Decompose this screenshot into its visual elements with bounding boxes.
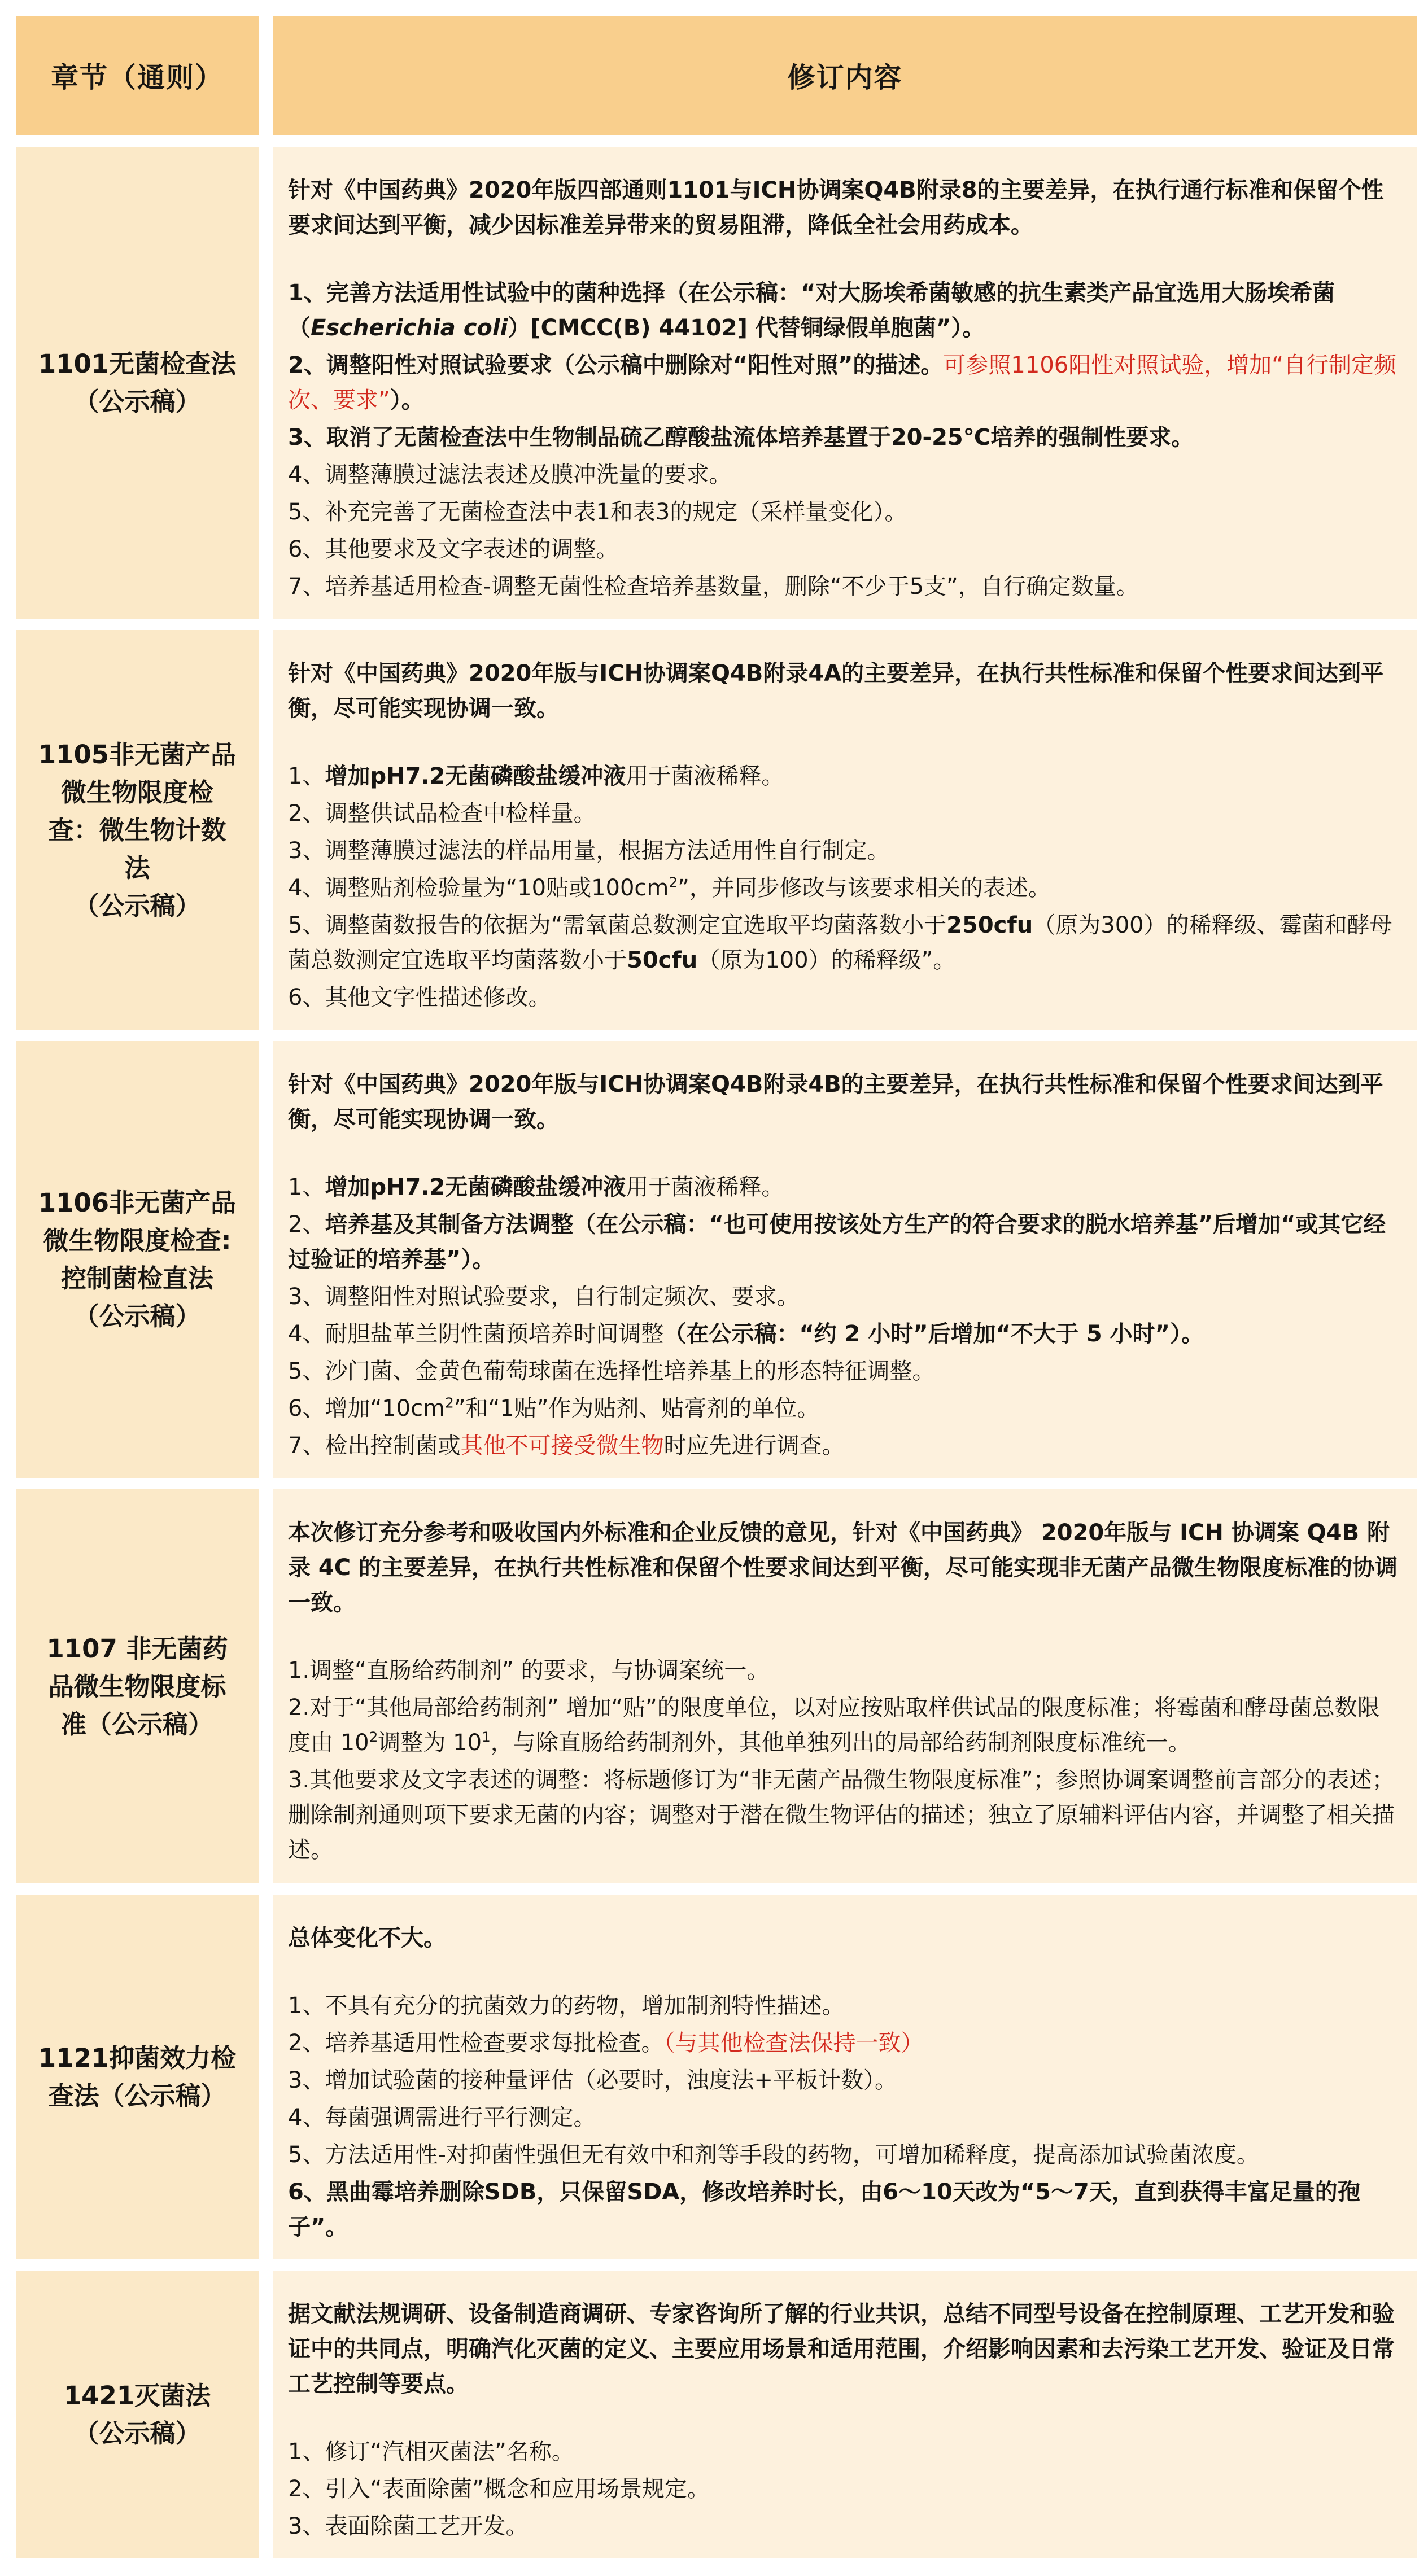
revision-item: 2、引入“表面除菌”概念和应用场景规定。 (288, 2476, 710, 2502)
text-run: 增加pH7.2无菌磷酸盐缓冲液 (325, 763, 626, 789)
text-run: ）[CMCC(B) 44102] 代替铜绿假单胞菌”）。 (508, 315, 985, 341)
chapter-line: 查：微生物计数 (48, 815, 226, 845)
revision-item-list (288, 1170, 1402, 1463)
text-run: 250cfu (946, 912, 1033, 938)
chapter-cell (16, 1489, 259, 1883)
content-cell (273, 147, 1417, 619)
revision-item-list (288, 2434, 1402, 2544)
text-run: 针对《中国药典》2020年版与ICH协调案Q4B附录4B的主要差异，在执行共性标准和保留个性要求间达到平衡，尽可能实现协调一致。 (288, 1071, 1383, 1132)
revision-item: 1、增加pH7.2无菌磷酸盐缓冲液用于菌液稀释。 (288, 1174, 784, 1200)
intro-paragraph (288, 2297, 1402, 2402)
chapter-cell (16, 1041, 259, 1478)
revision-item: 5、调整菌数报告的依据为“需氧菌总数测定宜选取平均菌落数小于250cfu（原为300）的稀释级、霉菌和酵母菌总数测定宜选取平均菌落数小于50cfu（原为100）的稀释级”。 (288, 912, 1392, 973)
content-cell (273, 2271, 1417, 2558)
revision-item (288, 420, 1402, 455)
revision-item: 3、表面除菌工艺开发。 (288, 2513, 529, 2539)
chapter-line: 法 (124, 852, 150, 883)
revision-item: 4、每菌强调需进行平行测定。 (288, 2105, 596, 2131)
text-run: 据文献法规调研、设备制造商调研、专家咨询所了解的行业共识，总结不同型号设备在控制原理、工艺开发和验证中的共同点，明确汽化灭菌的定义、主要应用场景和适用范围，介绍影响因素和去污染工艺开发、验证及日常工艺控制等要点。 (288, 2301, 1395, 2397)
chapter-line: （公示稿） (73, 890, 201, 921)
revision-item-list (288, 1988, 1402, 2245)
text-run: 3、取消了无菌检查法中生物制品硫乙醇酸盐流体培养基置于20-25℃培养的强制性要求。 (288, 425, 1194, 451)
text-run: （在公示稿：“约 2 小时”后增加“不大于 5 小时”）。 (663, 1321, 1204, 1347)
chapter-line: 微生物限度检查: (43, 1226, 232, 1256)
revision-item (288, 348, 1402, 418)
chapter-cell (16, 2271, 259, 2558)
text-run: 1、完善方法适用性试验中的菌种选择（在公示稿：“对大肠埃希菌敏感的抗生素类产品宜选用大肠埃希菌（ (288, 280, 1335, 341)
revision-item (288, 2175, 1402, 2245)
revision-item: 5、方法适用性-对抑菌性强但无有效中和剂等手段的药物，可增加稀释度，提高添加试验菌浓度。 (288, 2142, 1259, 2168)
revision-item: 3、调整阳性对照试验要求，自行制定频次、要求。 (288, 1284, 800, 1310)
highlighted-red-text: 其他不可接受微生物 (460, 1433, 664, 1459)
revision-item: 2、培养基及其制备方法调整（在公示稿：“也可使用按该处方生产的符合要求的脱水培养基”后增加“或其它经过验证的培养基”）。 (288, 1212, 1386, 1272)
chapter-line: 1105非无菌产品 (38, 739, 237, 769)
text-run: 增加pH7.2无菌磷酸盐缓冲液 (325, 1174, 626, 1200)
chapter-line: 1101无菌检查法 (38, 349, 237, 379)
text-run: 2 (445, 1394, 454, 1411)
chapter-line: 微生物限度检 (60, 777, 213, 807)
chapter-cell (16, 1895, 259, 2259)
chapter-line: （公示稿） (73, 1301, 201, 1331)
chapter-line: 1107 非无菌药 (46, 1633, 228, 1664)
header-chapter-cell (16, 16, 259, 135)
content-cell (273, 630, 1417, 1030)
revision-item: 7、培养基适用检查-调整无菌性检查培养基数量，删除“不少于5支”，自行确定数量。 (288, 574, 1139, 600)
header-chapter-label: 章节（通则） (50, 62, 224, 94)
chapter-cell (16, 630, 259, 1030)
intro-paragraph (288, 1921, 1402, 1956)
text-run: 50cfu (627, 947, 698, 973)
revision-item: 2、调整供试品检查中检样量。 (288, 801, 596, 826)
chapter-line: 控制菌检直法 (60, 1263, 213, 1293)
chapter-line: （公示稿） (73, 2418, 201, 2448)
revision-item: 1、增加pH7.2无菌磷酸盐缓冲液用于菌液稀释。 (288, 763, 784, 789)
highlighted-red-text: 可参照1106阳性对照试验，增加“自行制定频次、要求” (288, 352, 1396, 413)
chapter-line: 1121抑菌效力检 (38, 2043, 237, 2073)
content-cell (273, 1489, 1417, 1883)
chapter-line: 查法（公示稿） (48, 2081, 226, 2111)
header-content-label: 修订内容 (787, 62, 903, 94)
intro-paragraph (288, 173, 1402, 243)
revision-item-list (288, 275, 1402, 604)
text-run: 针对《中国药典》2020年版与ICH协调案Q4B附录4A的主要差异，在执行共性标准和保留个性要求间达到平衡，尽可能实现协调一致。 (288, 661, 1384, 721)
text-run: 2 (369, 1729, 378, 1746)
chapter-line: （公示稿） (73, 387, 201, 417)
revision-item: 5、沙门菌、金黄色葡萄球菌在选择性培养基上的形态特征调整。 (288, 1358, 935, 1384)
text-run: 本次修订充分参考和吸收国内外标准和企业反馈的意见，针对《中国药典》 2020年版与 ICH 协调案 Q4B 附录 4C 的主要差异，在执行共性标准和保留个性要求间达到平衡，尽可能实现非无菌产品微生物限度标准的协调一致。 (288, 1520, 1398, 1616)
revision-item: 1、修订“汽相灭菌法”名称。 (288, 2439, 574, 2465)
header-content-cell (273, 16, 1417, 135)
text-run: ）。 (390, 387, 424, 413)
intro-paragraph (288, 1067, 1402, 1137)
revision-item: 2.对于“其他局部给药制剂” 增加“贴”的限度单位，以对应按贴取样供试品的限度标准；将霉菌和酵母菌总数限度由 $10^2$调整为 $10^1$，与除直肠给药制剂外，其他单独列出的局部给药制剂限度标准统一。 (288, 1695, 1380, 1756)
revision-item: 6、其他要求及文字表述的调整。 (288, 536, 619, 562)
revision-item-list (288, 1653, 1402, 1868)
content-cell (273, 1895, 1417, 2259)
highlighted-red-text: （与其他检查法保持一致） (663, 2030, 924, 2056)
revision-item: 5、补充完善了无菌检查法中表1和表3的规定（采样量变化）。 (288, 499, 907, 525)
revision-item-list (288, 759, 1402, 1015)
text-run: 2、调整阳性对照试验要求（公示稿中删除对“阳性对照”的描述。 (288, 352, 944, 378)
content-cell (273, 1041, 1417, 1478)
intro-paragraph (288, 656, 1402, 726)
text-run: 1 (482, 1729, 491, 1746)
revision-item (288, 275, 1402, 345)
text-run: 针对《中国药典》2020年版四部通则1101与ICH协调案Q4B附录8的主要差异，在执行通行标准和保留个性要求间达到平衡，减少因标准差异带来的贸易阻滞，降低全社会用药成本。 (288, 177, 1384, 238)
revision-item: 6、增加“$10cm^2$”和“1贴”作为贴剂、贴膏剂的单位。 (288, 1394, 820, 1422)
chapter-line: 准（公示稿） (60, 1709, 213, 1739)
chapter-line: 1106非无菌产品 (38, 1188, 237, 1218)
revision-item: 4、调整贴剂检验量为“10贴或$100cm^2$”，并同步修改与该要求相关的表述。 (288, 874, 1051, 901)
revision-table (16, 16, 1417, 2558)
chapter-cell (16, 147, 259, 619)
revision-item: 3、调整薄膜过滤法的样品用量，根据方法适用性自行制定。 (288, 838, 890, 864)
text-run: 2 (669, 874, 678, 891)
revision-item: 3.其他要求及文字表述的调整：将标题修订为“非无菌产品微生物限度标准”；参照协调案调整前言部分的表述；删除制剂通则项下要求无菌的内容；调整对于潜在微生物评估的描述；独立了原辅料评估内容，并调整了相关描述。 (288, 1767, 1395, 1863)
revision-item: 7、检出控制菌或其他不可接受微生物时应先进行调查。 (288, 1433, 845, 1459)
revision-item: 2、培养基适用性检查要求每批检查。（与其他检查法保持一致） (288, 2030, 924, 2056)
text-run: 培养基及其制备方法调整（在公示稿：“也可使用按该处方生产的符合要求的脱水培养基”后增加“或其它经过验证的培养基”）。 (288, 1212, 1386, 1272)
revision-item: 6、其他文字性描述修改。 (288, 985, 551, 1011)
text-run: Escherichia coli (311, 315, 508, 341)
revision-item: 1、不具有充分的抗菌效力的药物，增加制剂特性描述。 (288, 1993, 845, 2019)
chapter-line: 1421灭菌法 (63, 2381, 211, 2411)
text-run: 总体变化不大。 (288, 1925, 446, 1951)
chapter-line: 品微生物限度标 (48, 1671, 226, 1702)
revision-item: 4、耐胆盐革兰阴性菌预培养时间调整（在公示稿：“约 2 小时”后增加“不大于 5 小时”）。 (288, 1321, 1204, 1347)
text-run: 6、黑曲霉培养删除SDB，只保留SDA，修改培养时长，由6～10天改为“5～7天，直到获得丰富足量的孢子”。 (288, 2179, 1360, 2240)
revision-item: 1.调整“直肠给药制剂” 的要求，与协调案统一。 (288, 1657, 770, 1683)
intro-paragraph (288, 1515, 1402, 1620)
revision-item: 3、增加试验菌的接种量评估（必要时，浊度法+平板计数）。 (288, 2067, 897, 2093)
revision-item: 4、调整薄膜过滤法表述及膜冲洗量的要求。 (288, 462, 732, 488)
